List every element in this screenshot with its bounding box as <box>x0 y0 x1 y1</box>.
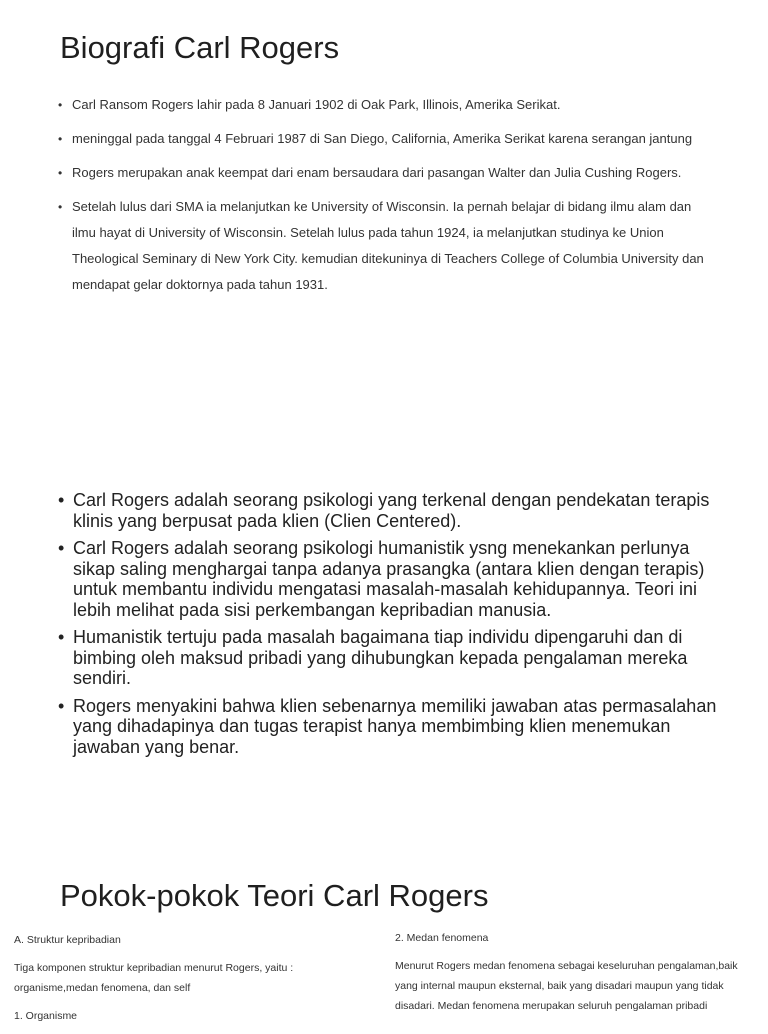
bullet-item: • Carl Rogers adalah seorang psikologi humanistik ysng menekankan perlunya sikap saling menghargai tanpa adanya prasangka (antara klien dengan terapis) untuk membantu individu mengatasi masalah-masalah kehidupannya. Teori ini lebih melihat pada sisi perkembangan kepribadian manusia. <box>58 538 718 620</box>
bullet-item: • Setelah lulus dari SMA ia melanjutkan ke University of Wisconsin. Ia pernah belajar di bidang ilmu alam dan ilmu hayat di University of Wisconsin. Setelah lulus pada tahun 1924, ia melanjutkan studinya ke Union Theological Seminary di New York City. kemudian ditekuninya di Teachers College of Columbia University dan mendapat gelar doktornya pada tahun 1931. <box>58 194 708 298</box>
section-heading: A. Struktur kepribadian <box>14 934 121 946</box>
slide-title: Biografi Carl Rogers <box>60 30 340 65</box>
bullet-list <box>58 92 708 306</box>
slide-biografi <box>0 0 768 400</box>
paragraph: Menurut Rogers medan fenomena sebagai keseluruhan pengalaman,baik yang internal maupun eksternal, baik yang disadari maupun yang tidak disadari. Medan fenomena merupakan seluruh pengalaman pribadi <box>395 960 738 1012</box>
paragraph: Tiga komponen struktur kepribadian menurut Rogers, yaitu : organisme,medan fenomena, dan self <box>14 962 294 994</box>
subheading: 1. Organisme <box>14 1010 78 1022</box>
section-heading: 2. Medan fenomena <box>395 932 489 944</box>
bullet-item: • Rogers menyakini bahwa klien sebenarnya memiliki jawaban atas permasalahan yang dihadapinya dan tugas terapist hanya membimbing klien menemukan jawaban yang benar. <box>58 696 718 758</box>
bullet-item: • meninggal pada tanggal 4 Februari 1987 di San Diego, California, Amerika Serikat karena serangan jantung <box>58 126 708 152</box>
slide-title: Pokok-pokok Teori Carl Rogers <box>60 878 489 913</box>
slide-humanistik <box>0 480 768 800</box>
right-column <box>395 928 740 1024</box>
bullet-item: • Humanistik tertuju pada masalah bagaimana tiap individu dipengaruhi dan di bimbing oleh maksud pribadi yang dihubungkan kepada pengalaman mereka sendiri. <box>58 627 718 689</box>
slide-pokok-teori <box>0 860 768 1024</box>
left-column <box>14 930 334 1034</box>
bullet-item: • Rogers merupakan anak keempat dari enam bersaudara dari pasangan Walter dan Julia Cushing Rogers. <box>58 160 708 186</box>
bullet-item: • Carl Rogers adalah seorang psikologi yang terkenal dengan pendekatan terapis klinis yang berpusat pada klien (Clien Centered). <box>58 490 718 531</box>
bullet-list <box>58 490 718 764</box>
bullet-item: • Carl Ransom Rogers lahir pada 8 Januari 1902 di Oak Park, Illinois, Amerika Serikat. <box>58 92 708 118</box>
